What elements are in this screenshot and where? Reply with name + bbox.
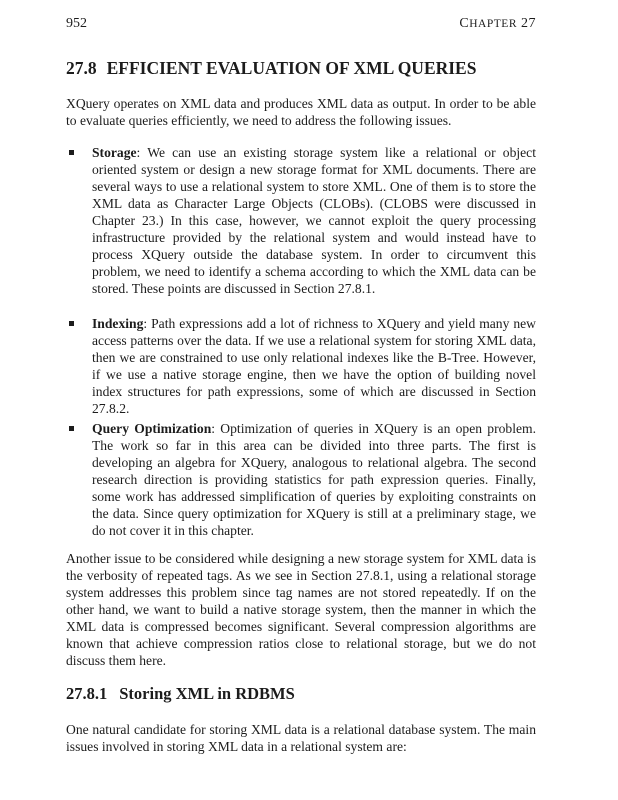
bullet-text xyxy=(92,315,536,417)
subsection-title xyxy=(66,684,295,704)
bullet-text xyxy=(92,144,536,297)
bullet-term: Query Optimization xyxy=(92,421,212,436)
bullet-body: : Path expressions add a lot of richness to XQuery and yield many new access patterns over the data. If we use a relational system for storing XML data, then we are constrained to use only relational indexes like the B-Tree. However, if we use a native storage engine, then we have the option of building novel index structures for path expressions, some of which are discussed in Section 27.8.2. xyxy=(92,316,536,416)
subsection-title-text: Storing XML in RDBMS xyxy=(119,684,295,703)
subsection-intro-paragraph: One natural candidate for storing XML data is a relational database system. The main issues involved in storing XML data in a relational system are: xyxy=(66,722,536,754)
bullet-text xyxy=(92,420,536,539)
page-header xyxy=(66,16,536,32)
section-title xyxy=(66,58,476,79)
bullet-body: : Optimization of queries in XQuery is an open problem. The work so far in this area can be divided into three parts. The first is developing an algebra for XQuery, analogous to relational algebra. The second research direction is providing statistics for path expression queries. Finally, some work has addressed simplification of queries by exploiting constraints on the data. Since query optimization for XQuery is still at a preliminary stage, we do not cover it in this chapter. xyxy=(92,421,536,538)
bullet-square-icon xyxy=(69,321,74,326)
section-number: 27.8 xyxy=(66,58,97,78)
section-title-text: EFFICIENT EVALUATION OF XML QUERIES xyxy=(106,58,477,78)
closing-paragraph: Another issue to be considered while designing a new storage system for XML data is the verbosity of repeated tags. As we see in Section 27.8.1, using a relational storage system addresses this problem since tag names are not stored repeatedly. If on the other hand, we want to build a native storage system, then the manner in which the XML data is compressed becomes significant. Several compression algorithms are known that achieve compression ratios close to relational storage, but we do not discuss them here. xyxy=(66,551,536,668)
chapter-label: CHAPTER 27 xyxy=(459,16,536,31)
bullet-item-storage xyxy=(66,144,536,297)
bullet-body: : We can use an existing storage system like a relational or object oriented system or design a new storage format for XML documents. There are several ways to use a relational system to store XML. One of them is to store the XML data as Character Large Objects (CLOBs). (CLOBS were discussed in Chapter 23.) In this case, however, we cannot exploit the query processing infrastructure provided by the relational system and would instead have to process XQuery outside the database system. In order to circumvent this problem, we need to identify a schema according to which the XML data can be stored. These points are discussed in Section 27.8.1. xyxy=(92,145,536,296)
bullet-term: Indexing xyxy=(92,316,144,331)
subsection-number: 27.8.1 xyxy=(66,684,108,703)
intro-paragraph: XQuery operates on XML data and produces XML data as output. In order to be able to evaluate queries efficiently, we need to address the following issues. xyxy=(66,96,536,128)
bullet-square-icon xyxy=(69,426,74,431)
bullet-item-query-optimization xyxy=(66,420,536,539)
bullet-square-icon xyxy=(69,150,74,155)
page-number: 952 xyxy=(66,16,87,31)
bullet-term: Storage xyxy=(92,145,137,160)
bullet-item-indexing xyxy=(66,315,536,417)
